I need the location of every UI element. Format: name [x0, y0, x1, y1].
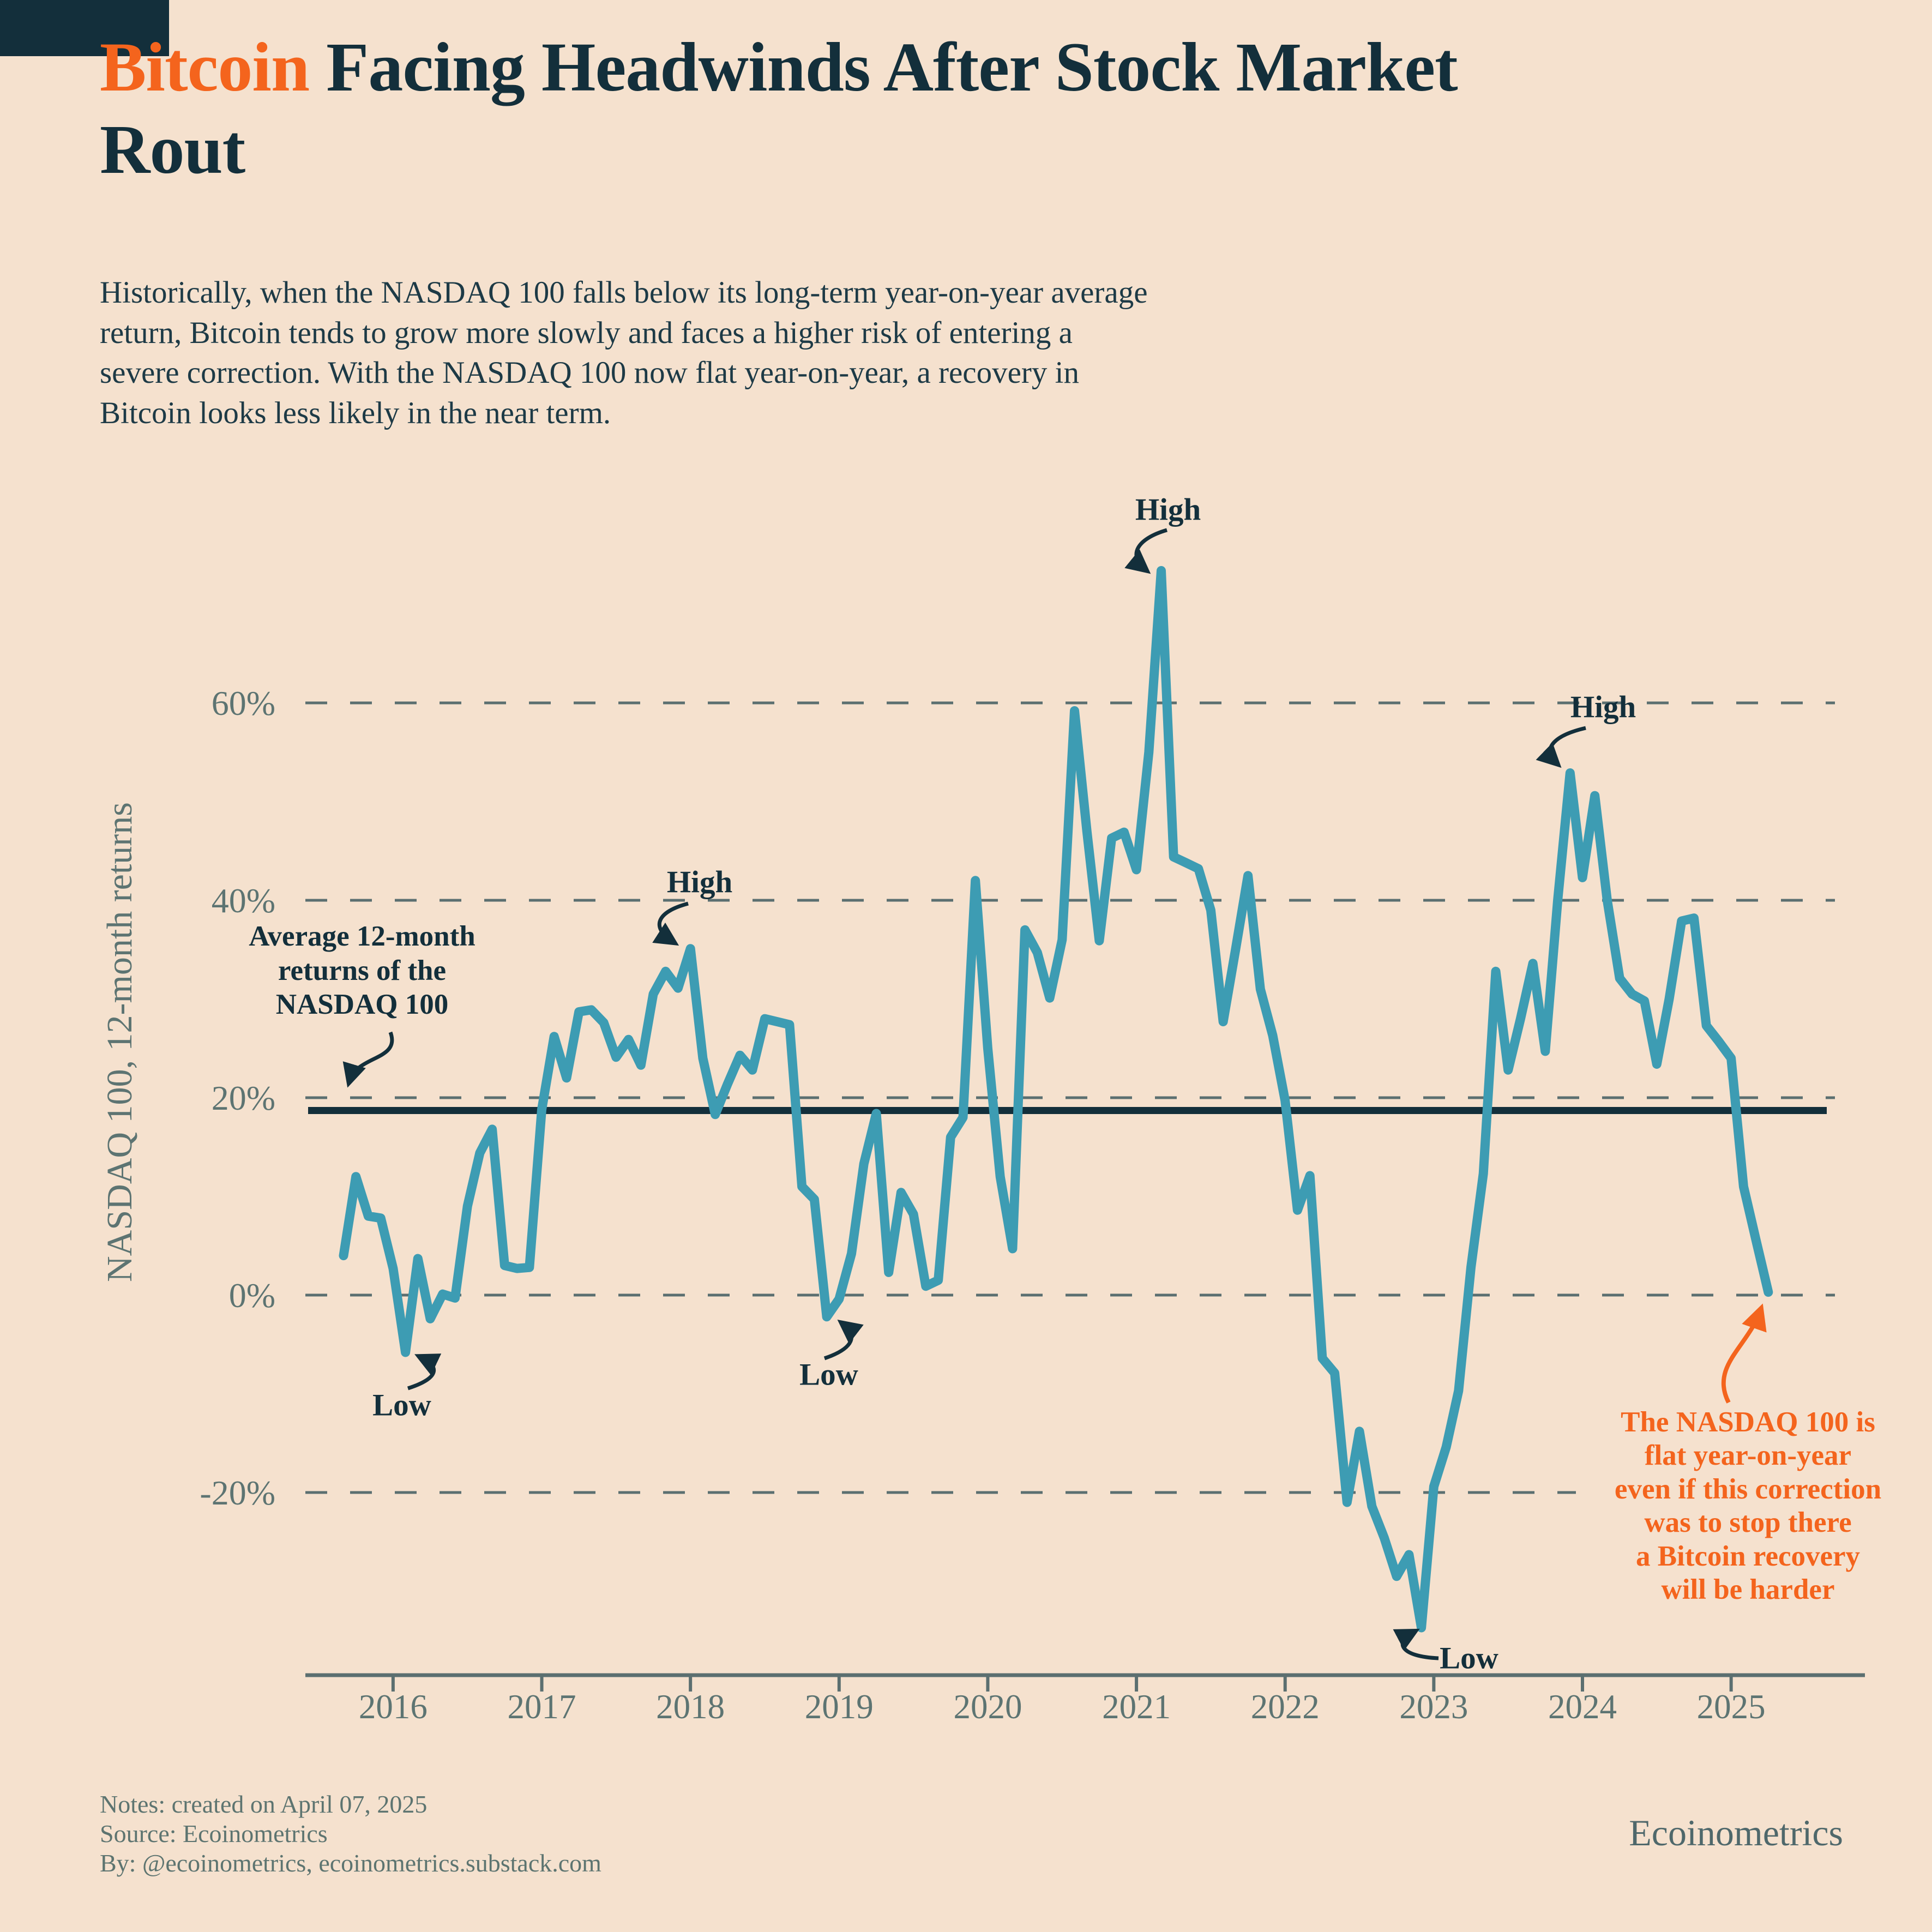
x-tick-label: 2021 [1102, 1688, 1171, 1726]
subtitle-line: Bitcoin looks less likely in the near term. [100, 395, 611, 430]
x-tick-label: 2018 [656, 1688, 725, 1726]
high-2018-arrow-icon [659, 904, 688, 942]
x-tick-label: 2025 [1696, 1688, 1766, 1726]
page-title-rest: Facing Headwinds After Stock Market [309, 28, 1458, 106]
low-2016-arrow-icon [408, 1357, 434, 1388]
x-tick-label: 2020 [953, 1688, 1022, 1726]
y-tick-label: 20% [211, 1079, 275, 1117]
nasdaq-returns-line [344, 571, 1768, 1628]
page-title-line2: Rout [100, 111, 245, 189]
annotation-low-2016: Low [372, 1388, 431, 1423]
x-tick-label: 2016 [358, 1688, 428, 1726]
brand-logo-text: Ecoinometrics [1629, 1812, 1843, 1853]
y-tick-label: 40% [211, 881, 275, 920]
average-note-arrow-icon [350, 1032, 392, 1081]
x-tick-label: 2019 [804, 1688, 874, 1726]
low-2022-arrow-icon [1403, 1632, 1439, 1658]
page-title-accent: Bitcoin [100, 28, 310, 106]
callout-line: will be harder [1661, 1574, 1835, 1606]
annotation-high-2021: High [1135, 492, 1201, 527]
average-note-line: returns of the [278, 954, 447, 986]
callout-annotation [1558, 1406, 1932, 1607]
y-tick-label: -20% [200, 1473, 275, 1512]
subtitle-line: severe correction. With the NASDAQ 100 now flat year-on-year, a recovery in [100, 356, 1079, 390]
x-tick-label: 2023 [1399, 1688, 1468, 1726]
annotation-high-2018: High [666, 865, 733, 900]
footer-notes [100, 1790, 601, 1877]
average-line-annotation [209, 919, 515, 1022]
annotation-low-2022: Low [1440, 1641, 1498, 1676]
footer-notes-line: By: @ecoinometrics, ecoinometrics.substack.com [100, 1849, 601, 1877]
footer-notes-line: Notes: created on April 07, 2025 [100, 1790, 428, 1818]
footer-notes-line: Source: Ecoinometrics [100, 1819, 328, 1847]
y-tick-label: 60% [211, 684, 275, 723]
high-2021-arrow-icon [1136, 530, 1167, 569]
subtitle-line: return, Bitcoin tends to grow more slowly and faces a higher risk of entering a [100, 315, 1073, 350]
x-tick-label: 2024 [1548, 1688, 1617, 1726]
x-tick-label: 2017 [507, 1688, 576, 1726]
low-2019-arrow-icon [824, 1324, 851, 1358]
callout-line: flat year-on-year [1644, 1440, 1852, 1472]
average-note-line: Average 12-month [249, 920, 476, 952]
subtitle-line: Historically, when the NASDAQ 100 falls below its long-term year-on-year average [100, 275, 1148, 310]
y-axis-title: NASDAQ 100, 12-month returns [100, 802, 140, 1282]
average-note-line: NASDAQ 100 [275, 989, 449, 1021]
annotation-high-2024: High [1570, 690, 1636, 725]
callout-line: The NASDAQ 100 is [1621, 1406, 1875, 1438]
callout-line: a Bitcoin recovery [1635, 1540, 1861, 1572]
high-2024-arrow-icon [1550, 728, 1586, 763]
x-tick-label: 2022 [1250, 1688, 1320, 1726]
callout-line: even if this correction [1614, 1473, 1882, 1505]
annotation-low-2019: Low [799, 1357, 858, 1392]
y-tick-label: 0% [228, 1276, 275, 1315]
callout-arrow-icon [1724, 1311, 1760, 1403]
callout-line: was to stop there [1644, 1507, 1852, 1539]
